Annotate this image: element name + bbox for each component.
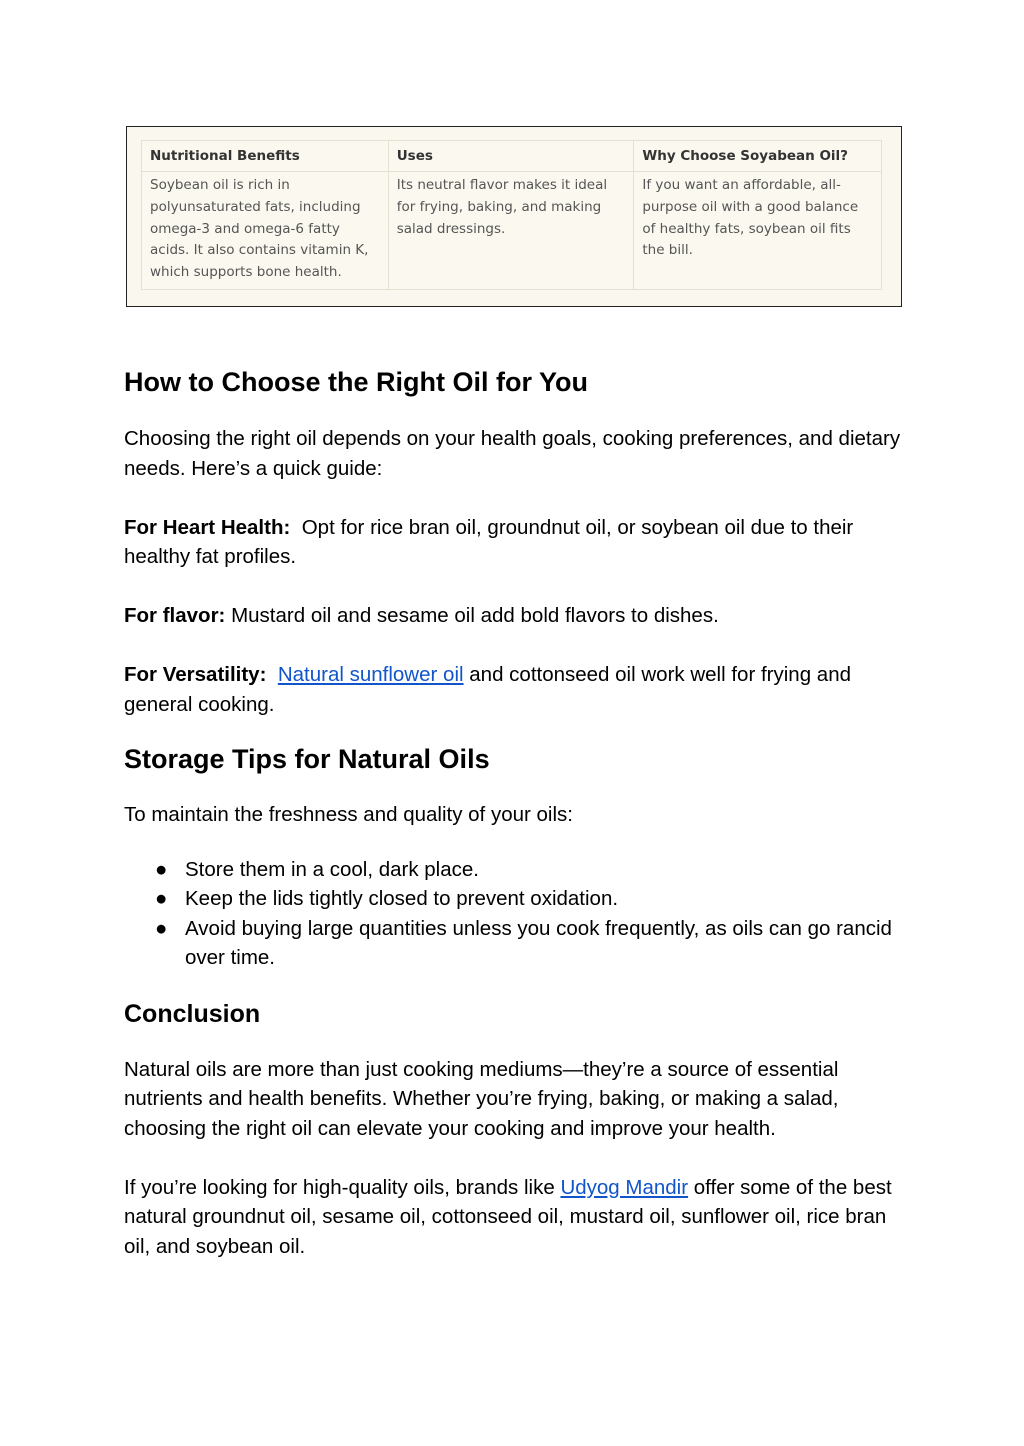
table-header-why-choose: Why Choose Soyabean Oil? [634, 141, 882, 172]
bullet-icon: ● [155, 887, 168, 910]
storage-tips-list [124, 855, 904, 973]
soybean-oil-table-image [126, 126, 902, 307]
choose-oil-intro: Choosing the right oil depends on your health goals, cooking preferences, and dietary needs. Here’s a quick guide: [124, 427, 901, 480]
udyog-mandir-paragraph [124, 1173, 904, 1262]
udyog-text-before: If you’re looking for high-quality oils, brands like [124, 1175, 555, 1199]
conclusion-paragraph: Natural oils are more than just cooking mediums—they’re a source of essential nutrients and health benefits. Whether you’re frying, baking, or making a salad, choosing the right oil can elevate your cooking and improve your health. [124, 1057, 839, 1140]
soybean-oil-table [141, 140, 882, 290]
storage-intro: To maintain the freshness and quality of your oils: [124, 803, 573, 826]
versatility-text: and cottonseed oil work well for frying and general cooking. [124, 663, 851, 716]
list-item [124, 884, 904, 914]
list-item [124, 855, 904, 885]
list-item-text: Store them in a cool, dark place. [185, 857, 479, 881]
list-item-text: Avoid buying large quantities unless you cook frequently, as oils can go rancid over time. [185, 916, 892, 969]
storage-tips-heading: Storage Tips for Natural Oils [124, 744, 490, 774]
heart-health-label: For Heart Health: [124, 515, 291, 539]
list-item [124, 914, 904, 973]
flavor-paragraph [124, 601, 904, 631]
flavor-label: For flavor: [124, 604, 226, 627]
udyog-text-after: offer some of the best natural groundnut oil, sesame oil, cottonseed oil, mustard oil, sunflower oil, rice bran oil, and soybean oil. [124, 1175, 892, 1258]
sunflower-oil-link[interactable]: Natural sunflower oil [277, 663, 464, 686]
udyog-mandir-link[interactable]: Udyog Mandir [560, 1175, 689, 1199]
heart-health-text: Opt for rice bran oil, groundnut oil, or soybean oil due to their healthy fat profiles. [124, 515, 854, 568]
table-row [142, 172, 882, 290]
list-item-text: Keep the lids tightly closed to prevent oxidation. [185, 887, 619, 910]
table-header-row [142, 141, 882, 172]
flavor-text: Mustard oil and sesame oil add bold flavors to dishes. [231, 604, 719, 627]
table-cell-why-choose: If you want an affordable, all-purpose oil with a good balance of healthy fats, soybean oil fits the bill. [634, 172, 882, 290]
article-body [124, 364, 904, 1261]
heart-health-paragraph [124, 513, 904, 572]
table-header-nutritional-benefits: Nutritional Benefits [142, 141, 389, 172]
versatility-paragraph [124, 660, 904, 719]
choose-oil-heading: How to Choose the Right Oil for You [124, 367, 588, 397]
versatility-label: For Versatility: [124, 663, 267, 686]
conclusion-heading: Conclusion [124, 999, 261, 1028]
table-cell-nutritional-benefits: Soybean oil is rich in polyunsaturated fats, including omega-3 and omega-6 fatty acids. It also contains vitamin K, which supports bone health. [142, 172, 389, 290]
table-cell-uses: Its neutral flavor makes it ideal for frying, baking, and making salad dressings. [388, 172, 634, 290]
table-header-uses: Uses [388, 141, 634, 172]
bullet-icon: ● [155, 857, 168, 881]
bullet-icon: ● [155, 916, 168, 940]
